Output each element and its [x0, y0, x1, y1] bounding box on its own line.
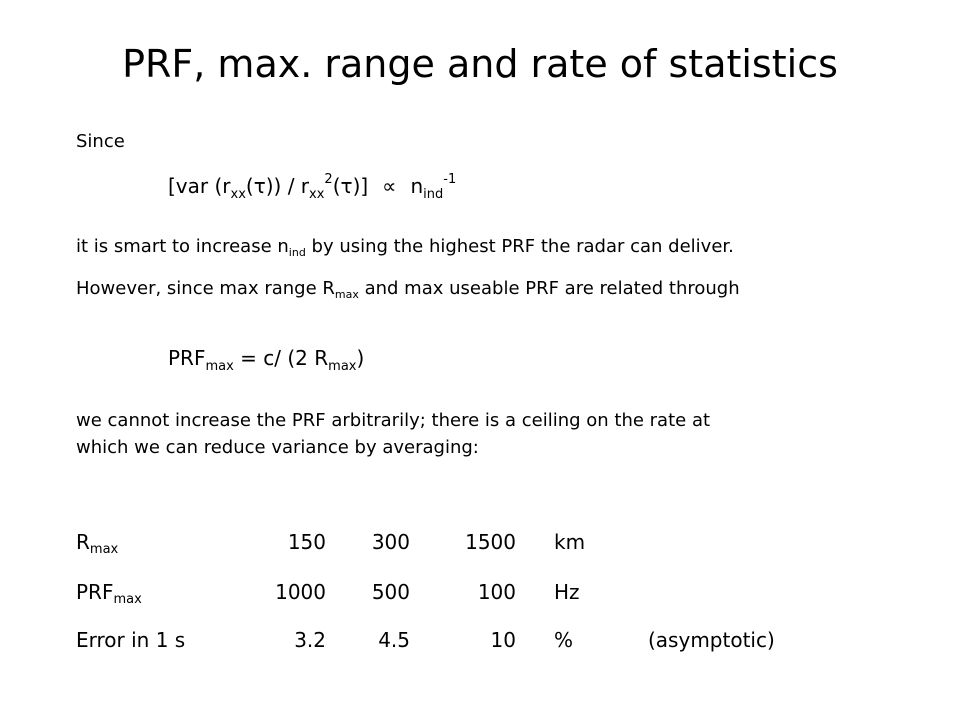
- cell-value: 300: [371, 530, 410, 554]
- formula-part: )]: [352, 174, 369, 198]
- formula-subscript: max: [205, 359, 234, 374]
- row-label-subscript: max: [113, 592, 142, 607]
- formula-superscript: -1: [443, 172, 457, 187]
- cell-note: (asymptotic): [648, 628, 775, 652]
- cell-value: 4.5: [378, 628, 410, 652]
- formula-subscript: xx: [309, 187, 325, 202]
- proportional-symbol: ∝: [382, 174, 397, 198]
- variance-formula: [168, 172, 457, 202]
- tau-symbol: τ: [253, 174, 266, 198]
- paragraph-text: by using the highest PRF the radar can deliver.: [305, 236, 734, 257]
- paragraph-1: [76, 236, 734, 257]
- paragraph-text: and max useable PRF are related through: [358, 278, 740, 299]
- formula-part: PRF: [168, 346, 206, 370]
- prf-formula: [168, 346, 365, 374]
- paragraph-subscript: ind: [288, 246, 306, 259]
- formula-part: (: [332, 174, 341, 198]
- cell-value: 1000: [275, 580, 326, 604]
- cell-value: 500: [371, 580, 410, 604]
- formula-part: )) / r: [265, 174, 310, 198]
- formula-part: = c/ (2 R: [233, 346, 329, 370]
- cell-unit: %: [554, 628, 574, 652]
- formula-part: (: [245, 174, 254, 198]
- row-label-subscript: max: [89, 542, 119, 557]
- cell-value: 3.2: [294, 628, 326, 652]
- paragraph-3-line-1: we cannot increase the PRF arbitrarily; there is a ceiling on the rate at: [76, 410, 711, 431]
- row-label-text: PRF: [76, 580, 114, 604]
- row-label: Error in 1 s: [76, 628, 186, 652]
- slide-title: PRF, max. range and rate of statistics: [122, 42, 838, 86]
- formula-part: [var (r: [168, 174, 231, 198]
- paragraph-text: it is smart to increase n: [76, 236, 289, 257]
- cell-unit: km: [554, 530, 586, 554]
- cell-unit: Hz: [554, 580, 580, 604]
- since-text: Since: [76, 131, 125, 152]
- cell-value: 100: [477, 580, 516, 604]
- cell-value: 1500: [465, 530, 516, 554]
- paragraph-3-line-2: which we can reduce variance by averaging:: [76, 437, 479, 458]
- formula-subscript: ind: [423, 187, 444, 202]
- formula-part: ): [356, 346, 365, 370]
- row-label: [76, 580, 142, 607]
- cell-value: 10: [490, 628, 516, 652]
- paragraph-text: However, since max range R: [76, 278, 335, 299]
- cell-value: 150: [287, 530, 326, 554]
- formula-subscript: xx: [230, 187, 246, 202]
- paragraph-subscript: max: [334, 288, 359, 301]
- tau-symbol: τ: [340, 174, 353, 198]
- formula-superscript: 2: [324, 172, 333, 187]
- row-label-text: R: [76, 530, 90, 554]
- paragraph-2: [76, 278, 740, 299]
- row-label: [76, 530, 119, 557]
- formula-part: n: [410, 174, 424, 198]
- formula-subscript: max: [328, 359, 357, 374]
